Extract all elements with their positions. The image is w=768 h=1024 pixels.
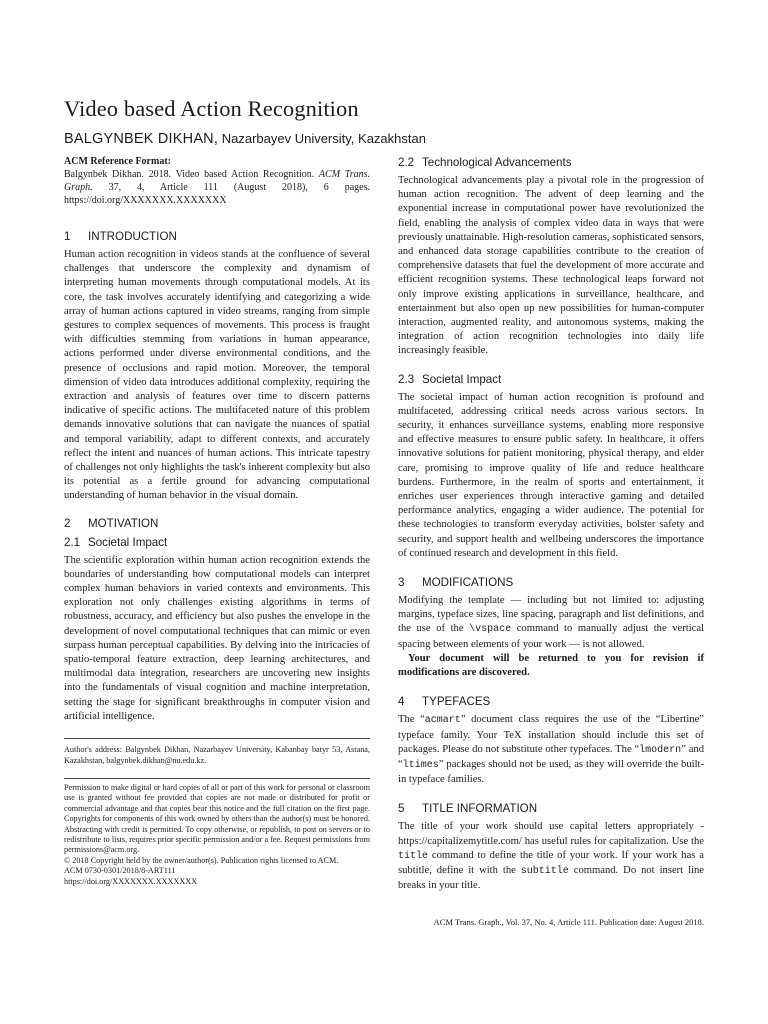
section-title: TYPEFACES	[422, 695, 491, 709]
title-info-text-1: The title of your work should use capital letters appropriately - https://capitalizemytitle.com/ has useful rules for capitalization. Use the	[398, 821, 704, 847]
modifications-text-a: Modifying the template — including but not limited to: adjusting margins, typeface sizes, line spacing, paragraph and list definitions, and the use of the	[398, 595, 704, 635]
acm-reference-text	[64, 168, 370, 207]
typefaces-text-4: ” and “	[398, 743, 704, 770]
typefaces-paragraph	[398, 713, 704, 787]
typefaces-text-1: The “	[398, 714, 425, 726]
section-number: 2	[64, 516, 71, 530]
subsection-number: 2.2	[398, 156, 415, 169]
lmodern-code: lmodern	[639, 744, 682, 756]
typefaces-text-5: ” packages should not be used, as they will override the built-in typeface families.	[398, 758, 704, 786]
section-typefaces-heading	[398, 694, 704, 710]
acm-reference-journal: ACM Trans. Graph.	[64, 169, 370, 193]
societal-impact-paragraph: The scientific exploration within human action recognition extends the boundaries of understanding how computational models can interpret complex human behaviors in varied contexts and environments. This exploration not only challenges existing algorithms in terms of robustness, accuracy, and efficiency but also pushes the envelope in the development of novel computational techniques that can mimic or even surpass human perceptual capabilities. By delving into the intricacies of spatio-temporal feature extraction, deep learning architectures, and multimodal data integration, researchers are uncovering new insights into the fundamentals of visual cognition and machine interpretation, setting the stage for significant breakthroughs in computer vision and artificial intelligence.	[64, 554, 370, 722]
section-title: TITLE INFORMATION	[422, 802, 538, 816]
section-introduction-heading	[64, 229, 370, 245]
section-title: MOTIVATION	[88, 516, 159, 530]
author-affiliation: Nazarbayev University, Kazakhstan	[221, 131, 426, 146]
societal-impact-2-paragraph: The societal impact of human action recognition is profound and multifaceted, addressing critical needs across various sectors. In security, it enhances surveillance systems, enabling more responsive and effective measures to ensure public safety. In healthcare, it offers innovative solutions for patient monitoring, physical therapy, and elder care, promising to improve quality of life and reduce healthcare burdens. Furthermore, in the realm of sports and entertainment, it enriches user experiences through interactive gaming and detailed performance analytics, engaging a wider audience. The potential for these technologies to transform everyday activities, bolster safety and security, and support health and wellbeing underscores the importance of continued research and development in this field.	[398, 391, 704, 559]
section-title: INTRODUCTION	[88, 230, 177, 243]
subtitle-code: subtitle	[520, 865, 569, 877]
subsection-title: Technological Advancements	[422, 156, 572, 169]
doi-line: https://doi.org/XXXXXXX.XXXXXXX	[64, 876, 198, 886]
author-name: BALGYNBEK DIKHAN,	[64, 131, 219, 147]
title-information-paragraph	[398, 820, 704, 893]
title-info-text-3: command. Do not insert line breaks in your title.	[398, 864, 704, 892]
section-motivation-heading	[64, 516, 370, 532]
subsection-number: 2.1	[64, 535, 81, 549]
authors-address: Author's address: Balgynbek Dikhan, Nazarbayev University, Kabanbay batyr 53, Astana, Kazakhstan, balgynbek.dikhan@nu.edu.kz.	[64, 745, 370, 765]
tex-logo: TeX	[503, 729, 522, 741]
modifications-paragraph	[398, 594, 704, 652]
typefaces-text-2: ” document class requires the use of the “Libertine” typeface family. Your	[398, 714, 704, 741]
acm-reference-end: 37, 4, Article 111 (August 2018), 6 pages. https://doi.org/XXXXXXX.XXXXXXX	[64, 182, 370, 206]
vspace-code: \vspace	[469, 624, 512, 636]
ltimes-code: ltimes	[402, 759, 439, 771]
subsection-societal-impact-heading	[64, 535, 370, 551]
section-number: 3	[398, 576, 405, 590]
section-modifications-heading	[398, 575, 704, 591]
acmart-code: acmart	[424, 715, 461, 727]
modifications-warning: Your document will be returned to you for revision if modifications are discovered.	[398, 652, 704, 679]
permission-rule	[64, 778, 370, 779]
tech-advancements-paragraph: Technological advancements play a pivotal role in the progression of human action recognition. The advent of deep learning and the exponential increase in computational power have revolutionized the field, enabling the analysis of complex video data in ways that were previously unattainable. High-resolution cameras, sophisticated sensors, and enhanced data storage capabilities contribute to the creation of comprehensive datasets that fuel the development of more accurate and efficient recognition systems. These technological leaps forward not only improve existing applications in surveillance, healthcare, and entertainment but also open up new possibilities for human-computer interaction, augmented reality, and autonomous systems, making the integration of action recognition technologies into daily life increasingly feasible.	[398, 175, 704, 357]
paper-title: Video based Action Recognition	[64, 96, 359, 121]
permission-notice: Permission to make digital or hard copies of all or part of this work for personal or classroom use is granted without fee provided that copies are not made or distributed for profit or commercial advantage and that copies bear this notice and the full citation on the first page. Copyrights for components of this work owned by others than the author(s) must be honored. Abstracting with credit is permitted. To copy otherwise, or republish, to post on servers or to redistribute to lists, requires prior specific permission and/or a fee. Request permissions from permissions@acm.org.	[64, 782, 370, 855]
section-number: 5	[398, 802, 405, 816]
subsection-tech-advancements-heading	[398, 155, 704, 171]
subsection-title: Societal Impact	[88, 535, 168, 549]
title-code: title	[398, 850, 429, 862]
footnote-rule	[64, 738, 370, 739]
section-title: MODIFICATIONS	[422, 576, 514, 590]
author-line	[64, 131, 426, 147]
copyright-line: © 2018 Copyright held by the owner/author(s). Publication rights licensed to ACM.	[64, 855, 339, 865]
introduction-paragraph: Human action recognition in videos stands at the confluence of several challenges that underscore the complexity and dynamism of interpreting human movements through computational models. At its core, the task involves accurately identifying and categorizing a wide array of human actions captured in video streams, ranging from simple gestures to complex sequences of movements. This process is fraught with difficulties stemming from variations in human appearance, actions performed under diverse environmental conditions, and the presence of occlusions and rapid motion. Moreover, the temporal dimension of video data introduces additional complexity, requiring the extraction and analysis of features over time to discern patterns indicative of specific actions. The multifaceted nature of this problem demands innovative solutions that can navigate the nuances of spatial and temporal variability, adapt to different contexts, and accurately reflect the intent and nuances of human actions. This intricate tapestry of challenges not only highlights the task's inherent complexity but also its potential as a fertile ground for advancing computational understanding of human behavior in the visual domain.	[64, 249, 370, 502]
left-column	[64, 155, 370, 887]
right-column	[398, 155, 704, 893]
page-footer: ACM Trans. Graph., Vol. 37, No. 4, Article 111. Publication date: August 2018.	[433, 917, 704, 927]
section-title-information-heading	[398, 801, 704, 817]
typefaces-text-3: installation should include this set of packages. Please do not substitute other typefaces. The “	[398, 729, 704, 755]
acm-reference-heading: ACM Reference Format:	[64, 156, 171, 167]
title-info-text-2: command to define the title of your work. If your work has a subtitle, define it with the	[398, 849, 704, 876]
subsection-societal-impact-2-heading	[398, 372, 704, 388]
subsection-number: 2.3	[398, 372, 415, 386]
issn-line: ACM 0730-0301/2018/8-ART111	[64, 866, 176, 876]
section-number: 1	[64, 230, 71, 243]
section-number: 4	[398, 695, 405, 709]
acm-reference-start: Balgynbek Dikhan. 2018. Video based Action Recognition.	[64, 169, 315, 180]
modifications-text-b: command to manually adjust the vertical spacing between elements of your work — is not allowed.	[398, 623, 705, 650]
subsection-title: Societal Impact	[422, 372, 502, 386]
